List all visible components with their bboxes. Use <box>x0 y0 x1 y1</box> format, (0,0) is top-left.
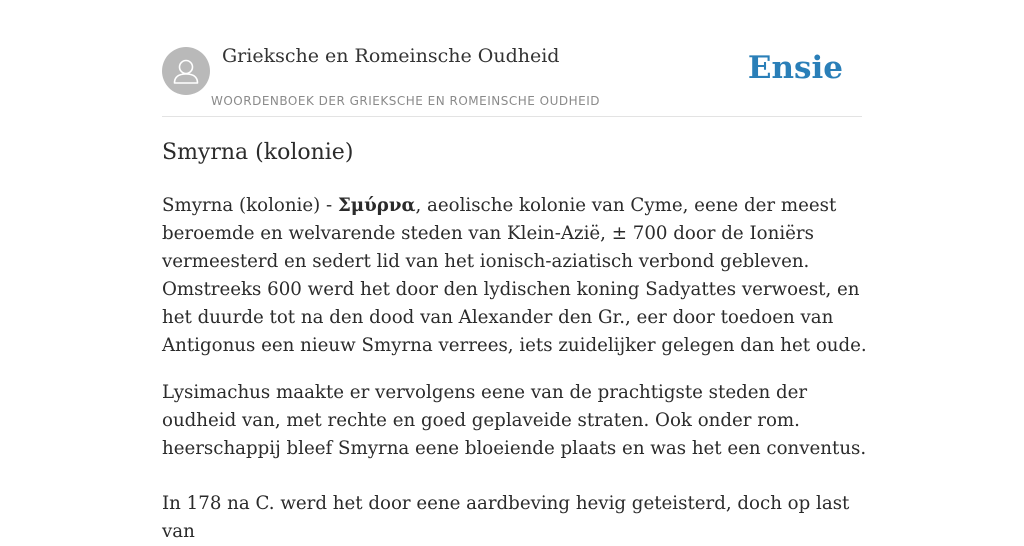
header <box>162 0 862 117</box>
source-title[interactable]: Grieksche en Romeinsche Oudheid <box>222 45 560 67</box>
user-icon <box>162 47 210 95</box>
source-subtitle: WOORDENBOEK DER GRIEKSCHE EN ROMEINSCHE OUDHEID <box>211 94 601 108</box>
paragraph-3: In 178 na C. werd het door eene aardbeving hevig geteisterd, doch op last van <box>162 493 850 542</box>
avatar[interactable] <box>162 47 210 95</box>
greek-term: Σμύρνα <box>337 195 416 216</box>
article-title: Smyrna (kolonie) <box>162 140 354 165</box>
paragraph-1-lead: Smyrna (kolonie) - <box>162 195 338 216</box>
paragraph-1 <box>162 192 867 360</box>
article-body <box>162 192 867 546</box>
paragraph-1-text: , aeolische kolonie van Cyme, eene der meest beroemde en welvarende steden van Klein-Azië, ± 700 door de Ioniërs vermeesterd en sedert lid van het ionisch-aziatisch verbond gebleven. Omstreeks 600 werd het door den lydischen koning Sadyattes verwoest, en het duurde tot na den dood van Alexander den Gr., eer door toedoen van Antigonus een nieuw Smyrna verrees, iets zuidelijker gelegen dan het oude. <box>162 195 867 356</box>
brand-logo-link[interactable]: Ensie <box>747 50 843 86</box>
paragraph-2: Lysimachus maakte er vervolgens eene van de prachtigste steden der oudheid van, met rechte en goed geplaveide straten. Ook onder rom. heerschappij bleef Smyrna eene bloeiende plaats en was het een conventus. <box>162 382 867 459</box>
